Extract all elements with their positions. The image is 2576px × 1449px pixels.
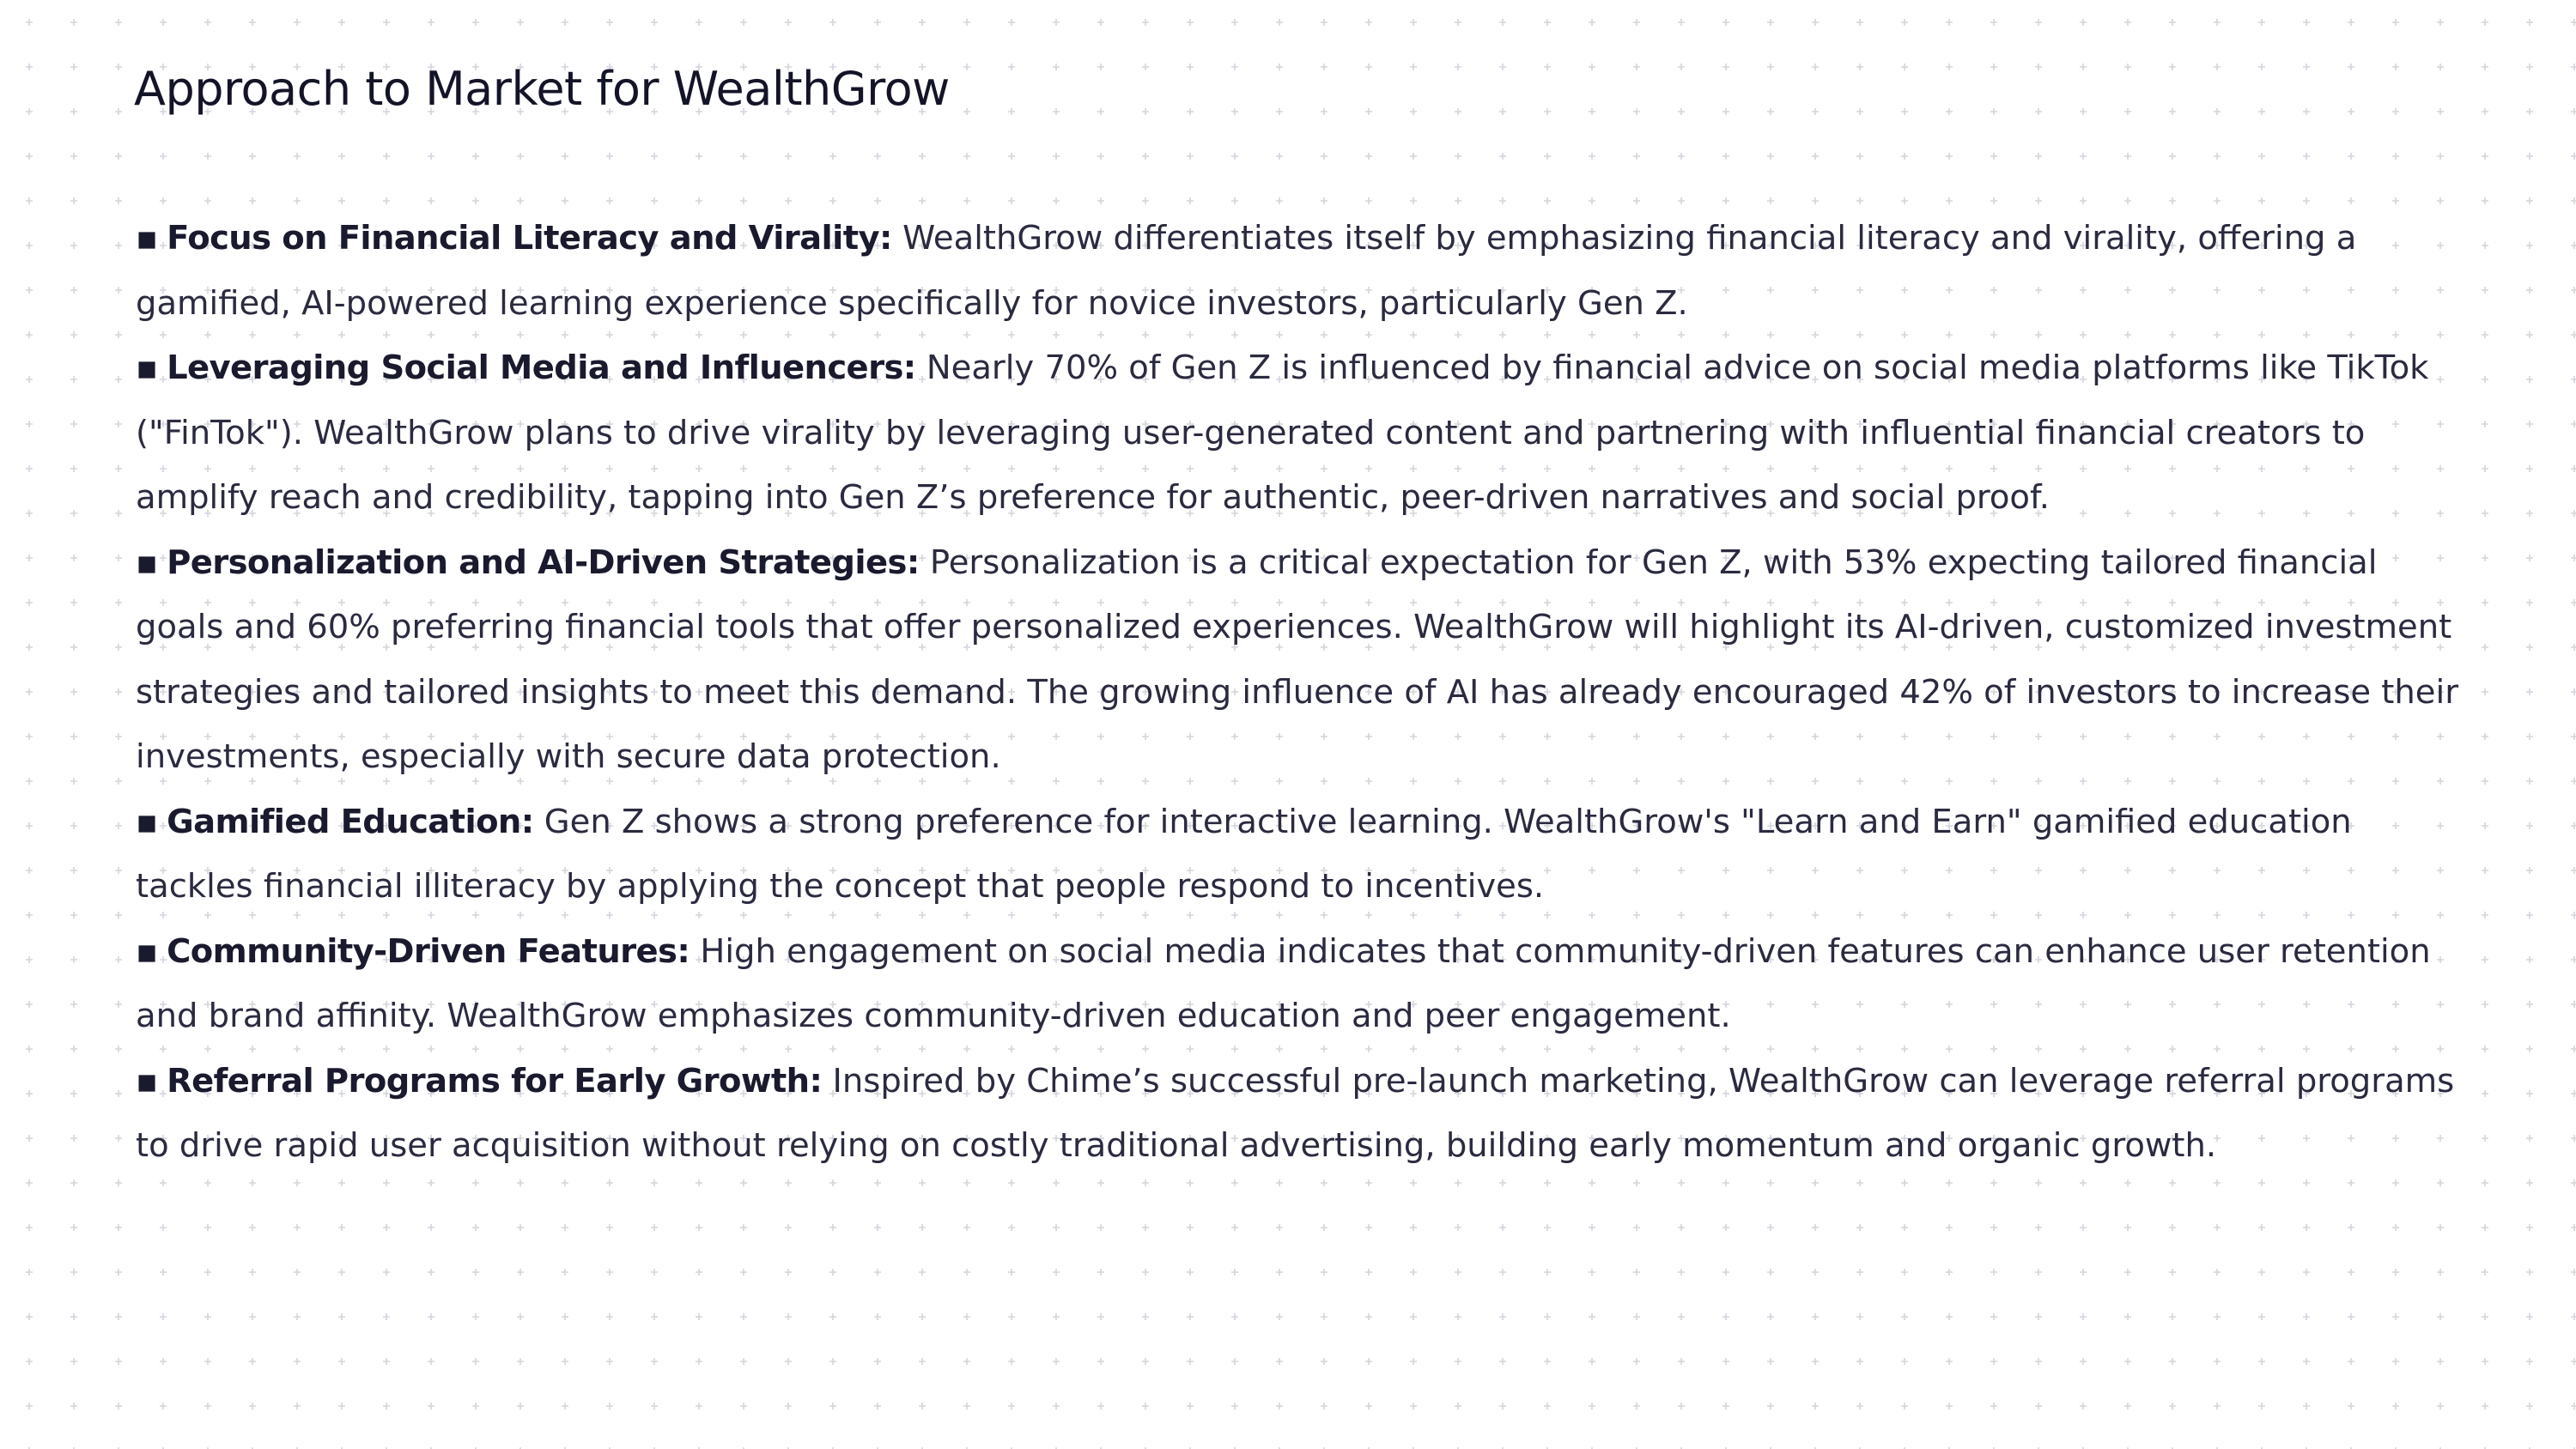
bullet-lead: Personalization and AI-Driven Strategies: [167, 543, 920, 582]
bullet-lead: Community-Driven Features: [167, 931, 690, 971]
bullet-text: Nearly 70% of Gen Z is influenced by financial advice on social media platforms like TikTok ("FinTok"). WealthGrow plans to drive virality by leveraging user-generated content and partnering with influential financial creators to amplify reach and credibility, tapping into Gen Z’s preference for authentic, peer-driven narratives and social proof. [136, 349, 2429, 517]
bullet-text: Inspired by Chime’s successful pre-launch marketing, WealthGrow can leverage referral programs to drive rapid user acquisition without relying on costly traditional advertising, building early momentum and organic growth. [136, 1061, 2455, 1165]
bullet-lead: Focus on Financial Literacy and Virality: [167, 219, 892, 258]
slide-title: Approach to Market for WealthGrow [134, 62, 950, 116]
bullet-item [136, 919, 2471, 1049]
bullet-item [136, 790, 2471, 919]
bullet-text: Gen Z shows a strong preference for interactive learning. WealthGrow's "Learn and Earn" gamified education tackles financial illiteracy by applying the concept that people respond to incentives. [136, 802, 2352, 906]
bullet-marker: ▪ [136, 931, 159, 971]
bullet-text: High engagement on social media indicates that community-driven features can enhance user retention and brand affinity. WealthGrow emphasizes community-driven education and peer engagement. [136, 931, 2431, 1035]
bullet-lead: Referral Programs for Early Growth: [167, 1061, 823, 1100]
bullet-marker: ▪ [136, 1061, 159, 1100]
bullet-marker: ▪ [136, 802, 159, 841]
bullet-marker: ▪ [136, 349, 159, 387]
bullet-marker: ▪ [136, 543, 159, 582]
bullet-lead: Leveraging Social Media and Influencers: [167, 349, 916, 387]
bullet-item [136, 1049, 2471, 1179]
bullet-lead: Gamified Education: [167, 802, 534, 841]
bullet-list [136, 206, 2471, 1179]
bullet-marker: ▪ [136, 219, 159, 258]
bullet-text: WealthGrow differentiates itself by emphasizing financial literacy and virality, offering a gamified, AI-powered learning experience specifically for novice investors, particularly Gen Z. [136, 219, 2357, 323]
bullet-item [136, 336, 2471, 530]
bullet-text: Personalization is a critical expectation for Gen Z, with 53% expecting tailored financial goals and 60% preferring financial tools that offer personalized experiences. WealthGrow will highlight its AI-driven, customized investment strategies and tailored insights to meet this demand. The growing influence of AI has already encouraged 42% of investors to increase their investments, especially with secure data protection. [136, 543, 2459, 776]
bullet-item [136, 206, 2471, 336]
bullet-item [136, 530, 2471, 790]
